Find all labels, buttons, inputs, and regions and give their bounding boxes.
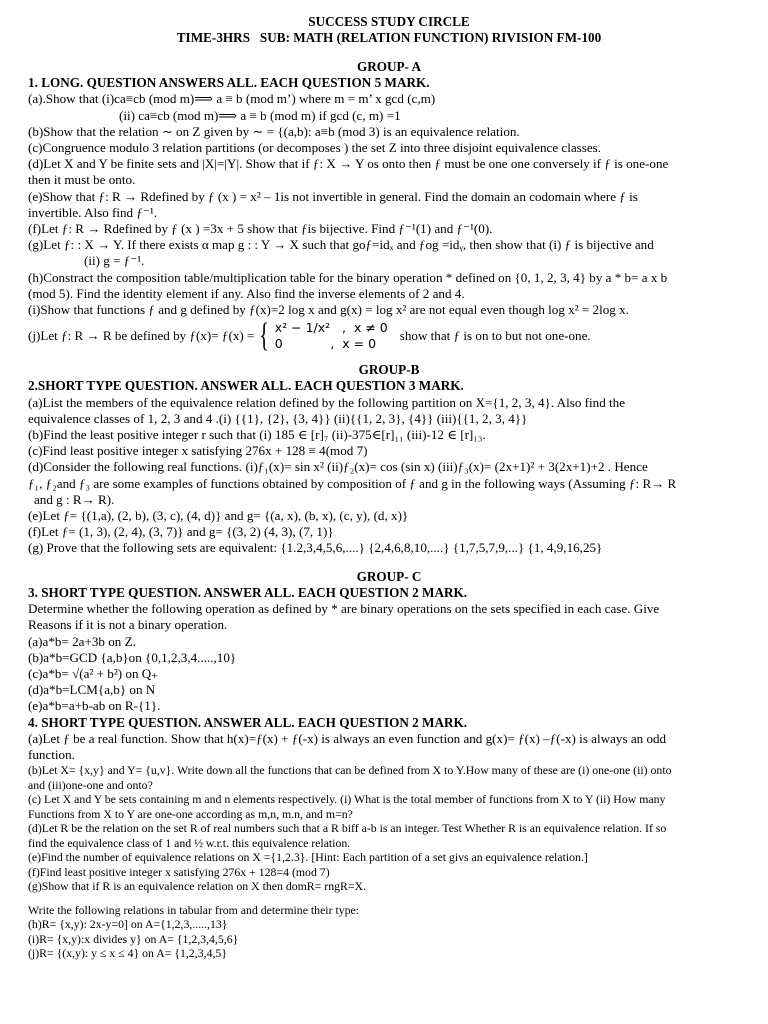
question-4c: (c) Let X and Y be sets containing m and n elements respectively. (i) What is the total member of functions from X to Y (ii) How many bbox=[28, 792, 666, 807]
question-2d: (d)Consider the following real functions. (i)ƒ₁(x)= sin x² (ii)ƒ₂(x)= cos (sin x) (iii)ƒ₃(x)= (2x+1)² + 3(2x+1)+2 . Hence bbox=[28, 459, 648, 475]
question-4-heading: 4. SHORT TYPE QUESTION. ANSWER ALL. EACH QUESTION 2 MARK. bbox=[28, 714, 468, 730]
question-2e: (e)Let ƒ= {(1,a), (2, b), (3, c), (4, d)} and g= {(a, x), (b, x), (c, y), (d, x)} bbox=[28, 508, 409, 524]
question-2a-cont: equivalence classes of 1, 2, 3 and 4 .(i) {{1}, {2}, {3, 4}} (ii){{1, 2, 3}, {4}} (iii){{1, 2, 3, 4}} bbox=[28, 410, 528, 426]
question-1d: (d)Let X and Y be finite sets and |X|=|Y|. Show that if ƒ: X → Y os onto then ƒ must be one one conversely if ƒ is one-one bbox=[28, 156, 669, 172]
question-1f: (f)Let ƒ: R → Rdefined by ƒ (x ) =3x + 5 show that ƒis bijective. Find ƒ⁻¹(1) and ƒ⁻¹(0). bbox=[28, 221, 493, 237]
question-1i: (i)Show that functions ƒ and g defined by ƒ(x)=2 log x and g(x) = log x² are not equal even though log x² = 2log x. bbox=[28, 302, 629, 318]
question-1e: (e)Show that ƒ: R → Rdefined by ƒ (x ) = x² – 1is not invertible in general. Find the domain an codomain where ƒ is bbox=[28, 188, 638, 204]
question-4d: (d)Let R be the relation on the set R of real numbers such that a R biff a-b is an integer. Test Whether R is an equivalence relation. If so bbox=[28, 821, 667, 836]
piecewise-cases bbox=[275, 320, 388, 352]
question-1j-suffix: show that ƒ is on to but not one-one. bbox=[399, 328, 591, 344]
group-b-title: GROUP-B bbox=[358, 362, 420, 378]
question-2b: (b)Find the least positive integer r such that (i) 185 ∈ [r]₇ (ii)-375∈[r]₁₁ (iii)-12 ∈ [r]₁₃. bbox=[28, 427, 486, 443]
question-1e-cont: invertible. Also find ƒ⁻¹. bbox=[28, 204, 158, 220]
question-2d-cont: ƒ₁, ƒ₂and ƒ₃ are some examples of functions obtained by composition of ƒ and g in the following ways (Assuming ƒ: R→ R bbox=[28, 475, 677, 491]
left-brace-icon: { bbox=[259, 317, 270, 355]
question-1a-ii: (ii) ca≡cb (mod m)⟹ a ≡ b (mod m) if gcd (c, m) =1 bbox=[119, 107, 401, 123]
question-1j-prefix: (j)Let ƒ: R → R be defined by ƒ(x)= ƒ(x) = bbox=[28, 328, 255, 344]
group-b-question-heading: 2.SHORT TYPE QUESTION. ANSWER ALL. EACH QUESTION 3 MARK. bbox=[28, 378, 464, 394]
question-1a: (a).Show that (i)ca≡cb (mod m)⟹ a ≡ b (mod m’) where m = m’ x gcd (c,m) bbox=[28, 91, 436, 107]
question-4i: (i)R= {x,y):x divides y} on A= {1,2,3,4,5,6} bbox=[28, 931, 239, 946]
question-3a: (a)a*b= 2a+3b on Z. bbox=[28, 633, 136, 649]
question-4d-cont: find the equivalence class of 1 and ½ w.r.t. this equivalence relation. bbox=[28, 835, 351, 850]
question-1g: (g)Let ƒ: : X → Y. If there exists α map g : : Y → X such that goƒ=idₓ and ƒog =idᵧ, then show that (i) ƒ is bijective and bbox=[28, 237, 654, 253]
question-paper bbox=[28, 14, 750, 961]
group-c-title: GROUP- C bbox=[356, 568, 422, 584]
question-2c: (c)Find least positive integer x satisfying 276x + 128 ≡ 4(mod 7) bbox=[28, 443, 368, 459]
question-3-heading: 3. SHORT TYPE QUESTION. ANSWER ALL. EACH QUESTION 2 MARK. bbox=[28, 584, 468, 600]
piecewise-case-2: 0 , x = 0 bbox=[274, 336, 377, 352]
question-1g-cont: (ii) g = ƒ⁻¹. bbox=[84, 253, 145, 269]
question-4f: (f)Find least positive integer x satisfying 276x + 128=4 (mod 7) bbox=[28, 864, 330, 879]
question-3c: (c)a*b= √(a² + b²) on Q₊ bbox=[28, 665, 159, 681]
question-1h: (h)Constract the composition table/multiplication table for the binary operation * defined on {0, 1, 2, 3, 4} by a * b= a x b bbox=[28, 269, 668, 285]
question-4b: (b)Let X= {x,y} and Y= {u,v}. Write down all the functions that can be defined from X to Y.How many of these are (i) one-one (ii) onto bbox=[28, 763, 672, 778]
question-4j: (j)R= {(x,y): y ≤ x ≤ 4} on A= {1,2,3,4,5} bbox=[28, 946, 227, 961]
group-a-question-heading: 1. LONG. QUESTION ANSWERS ALL. EACH QUESTION 5 MARK. bbox=[28, 75, 430, 91]
question-2a: (a)List the members of the equivalence relation defined by the following partition on X={1, 2, 3, 4}. Also find the bbox=[28, 394, 626, 410]
question-2g: (g) Prove that the following sets are equivalent: {1.2,3,4,5,6,....} {2,4,6,8,10,....} {1,7,5,7,9,...} {1, 4,9,16,25} bbox=[28, 540, 603, 556]
piecewise-definition bbox=[256, 319, 387, 353]
question-3-intro-cont: Reasons if it is not a binary operation. bbox=[28, 617, 228, 633]
question-4c-cont: Functions from X to Y are one-one according as m,n, m.n, and m=n? bbox=[28, 806, 353, 821]
question-4a-cont: function. bbox=[28, 746, 75, 762]
question-1c: (c)Congruence modulo 3 relation partitions (or decomposes ) the set Z into three disjoint equivalence classes. bbox=[28, 140, 602, 156]
piecewise-case-1: x² − 1/x² , x ≠ 0 bbox=[274, 320, 388, 336]
question-4e: (e)Find the number of equivalence relations on X ={1,2.3}. [Hint: Each partition of a set givs an equivalence relation.] bbox=[28, 850, 588, 865]
tabular-form-intro: Write the following relations in tabular from and determine their type: bbox=[28, 902, 360, 917]
question-3-intro: Determine whether the following operation as defined by * are binary operations on the sets specified in each case. Give bbox=[28, 601, 660, 617]
question-1b: (b)Show that the relation ∼ on Z given by ∼ = {(a,b): a≡b (mod 3) is an equivalence relation. bbox=[28, 123, 520, 139]
question-2d-cont2: and g : R→ R). bbox=[34, 491, 115, 507]
institute-title: SUCCESS STUDY CIRCLE bbox=[308, 14, 470, 29]
question-1d-cont: then it must be onto. bbox=[28, 172, 136, 188]
question-4g: (g)Show that if R is an equivalence relation on X then domR= rngR=X. bbox=[28, 879, 366, 894]
question-4a: (a)Let ƒ be a real function. Show that h(x)=ƒ(x) + ƒ(-x) is always an even function and g(x)= ƒ(x) –ƒ(-x) is always an odd bbox=[28, 730, 667, 746]
question-3e: (e)a*b=a+b-ab on R-{1}. bbox=[28, 698, 161, 714]
question-3d: (d)a*b=LCM{a,b} on N bbox=[28, 682, 156, 698]
question-2f: (f)Let ƒ= (1, 3), (2, 4), (3, 7)} and g= {(3, 2) (4, 3), (7, 1)} bbox=[28, 524, 334, 540]
question-1h-cont: (mod 5). Find the identity element if any. Also find the inverse elements of 2 and 4. bbox=[28, 285, 465, 301]
question-4h: (h)R= {x,y): 2x-y=0] on A={1,2,3,.....,13} bbox=[28, 917, 228, 932]
question-4b-cont: and (iii)one-one and onto? bbox=[28, 777, 153, 792]
group-a-title: GROUP- A bbox=[356, 59, 422, 74]
exam-subtitle: TIME-3HRS SUB: MATH (RELATION FUNCTION) RIVISION FM-100 bbox=[176, 30, 602, 45]
question-3b: (b)a*b=GCD {a,b}on {0,1,2,3,4.....,10} bbox=[28, 649, 237, 665]
question-1j bbox=[28, 318, 750, 354]
